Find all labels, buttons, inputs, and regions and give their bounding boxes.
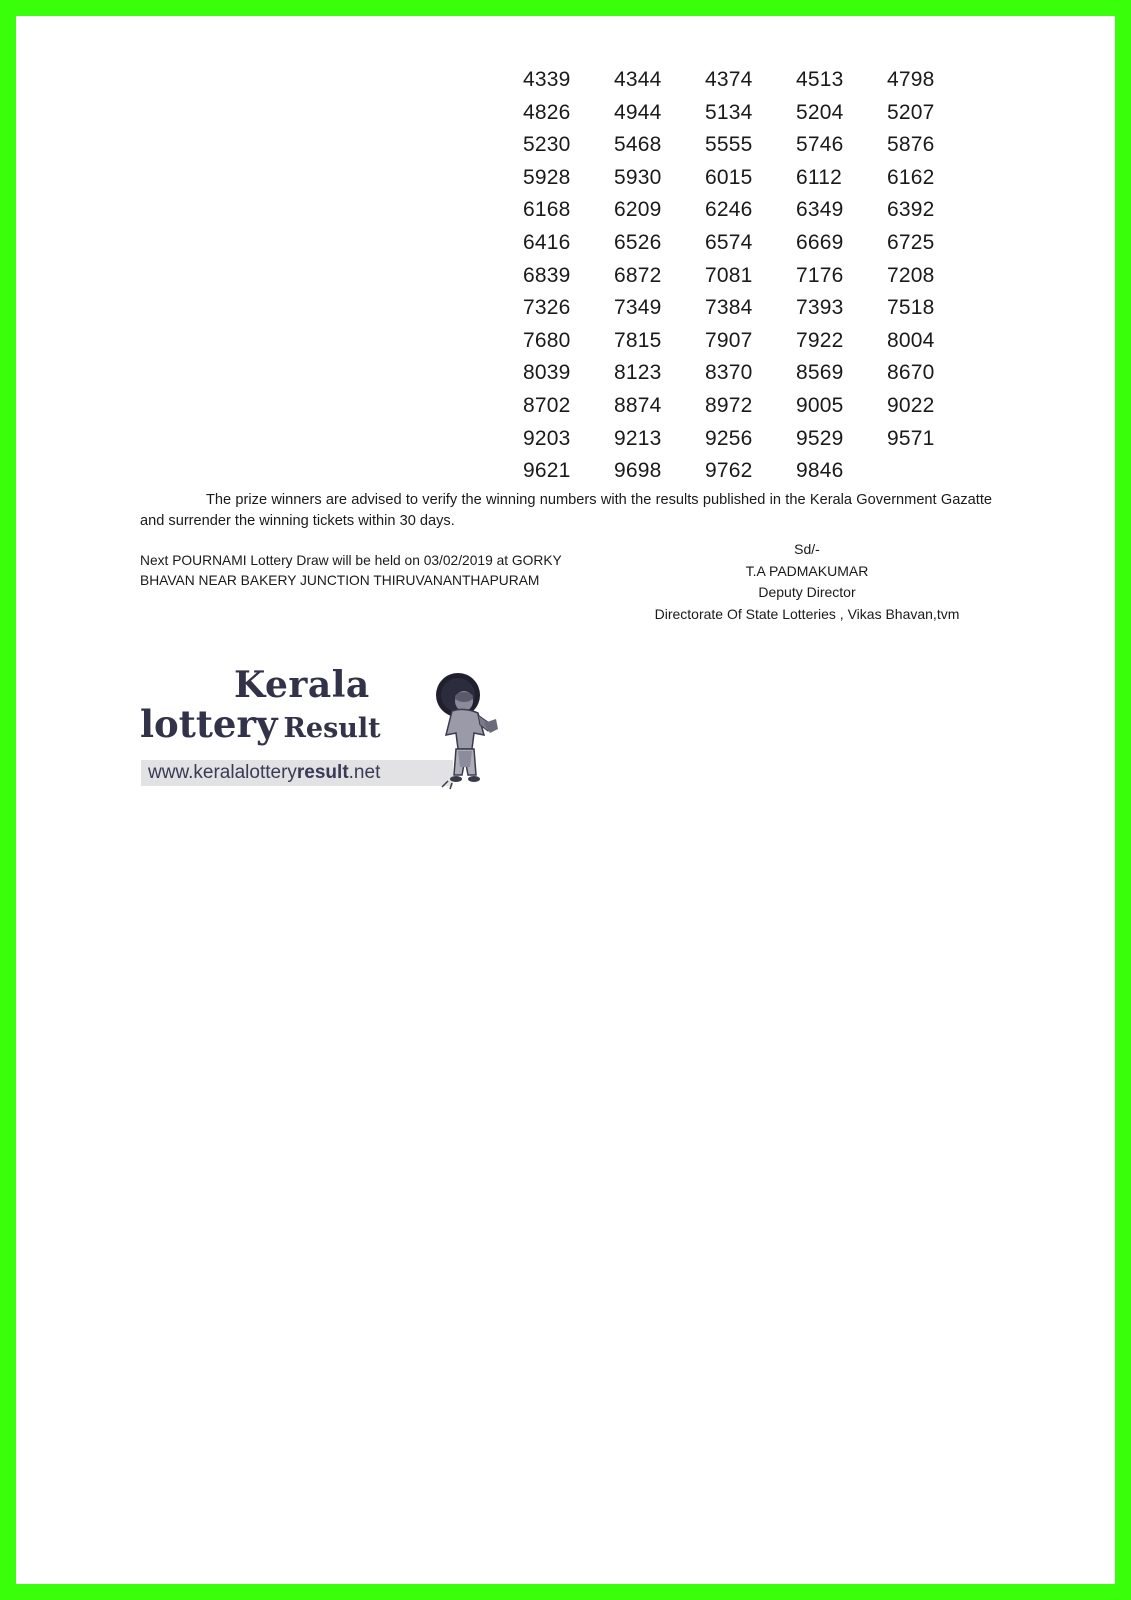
logo-url-suffix: .net <box>348 762 381 783</box>
logo-url <box>141 760 453 786</box>
winning-number: 6669 <box>796 230 844 254</box>
winning-number: 6839 <box>523 263 571 287</box>
winning-number: 4798 <box>887 68 935 91</box>
winning-number: 9213 <box>614 426 662 450</box>
winning-number: 9203 <box>523 426 571 450</box>
winning-number: 6015 <box>705 165 753 189</box>
mascot-icon <box>428 671 508 791</box>
winning-number: 5876 <box>887 133 935 157</box>
next-draw-line-2: BHAVAN NEAR BAKERY JUNCTION THIRUVANANTHAPURAM <box>140 573 540 588</box>
logo-url-prefix: www. <box>148 762 194 783</box>
winning-number: 6168 <box>523 198 571 222</box>
winning-number: 6349 <box>796 198 844 222</box>
winning-number: 6574 <box>705 230 753 254</box>
winning-number: 8670 <box>887 361 935 385</box>
winning-number: 7518 <box>887 296 935 320</box>
winning-number: 5746 <box>796 133 844 157</box>
winning-number: 8004 <box>887 328 935 352</box>
winning-number: 9698 <box>614 459 662 483</box>
winning-number: 6246 <box>705 198 753 222</box>
signatory-name: T.A PADMAKUMAR <box>745 562 869 579</box>
winning-number: 8702 <box>523 393 571 417</box>
winning-number: 9762 <box>705 459 753 483</box>
winning-number: 8972 <box>705 393 753 417</box>
winning-number: 9529 <box>796 426 844 450</box>
next-draw-info <box>140 551 610 591</box>
signature-block <box>622 539 992 625</box>
verification-notice: The prize winners are advised to verify the winning numbers with the results published in the Kerala Government Gazatte and surrender the winning tickets within 30 days. <box>140 492 992 529</box>
winning-number: 7349 <box>614 296 662 320</box>
logo-url-bold: result <box>296 762 349 783</box>
winning-number: 9571 <box>887 426 935 450</box>
winning-number: 7922 <box>796 328 844 352</box>
kerala-lottery-result-logo <box>138 665 508 790</box>
winning-number: 4944 <box>614 100 662 124</box>
winning-number: 6416 <box>523 230 571 254</box>
signatory-office: Directorate Of State Lotteries , Vikas Bhavan,tvm <box>654 605 960 622</box>
logo-lottery-text: lottery <box>140 702 278 746</box>
winning-number: 5930 <box>614 165 662 189</box>
winning-number: 6162 <box>887 165 935 189</box>
winning-number: 7680 <box>523 328 571 352</box>
logo-url-brand: keralalottery <box>193 762 297 783</box>
winning-number: 8039 <box>523 361 571 385</box>
next-draw-line-1: Next POURNAMI Lottery Draw will be held on 03/02/2019 at GORKY <box>140 553 562 568</box>
logo-lottery-line <box>140 703 381 750</box>
signature-sd: Sd/- <box>794 541 820 557</box>
winning-number: 7081 <box>705 263 753 287</box>
winning-number: 9005 <box>796 393 844 417</box>
winning-number: 4339 <box>523 68 571 91</box>
winning-number: 8569 <box>796 361 844 385</box>
winning-number: 5468 <box>614 133 662 157</box>
winning-number: 5230 <box>523 133 571 157</box>
winning-number: 5207 <box>887 100 935 124</box>
winning-number: 4513 <box>796 68 844 91</box>
winning-number: 7384 <box>705 296 753 320</box>
logo-kerala-text: Kerala <box>234 664 370 706</box>
winning-number: 4826 <box>523 100 571 124</box>
winning-number: 6209 <box>614 198 662 222</box>
winning-number: 6872 <box>614 263 662 287</box>
winning-number: 7326 <box>523 296 571 320</box>
winning-number: 5204 <box>796 100 844 124</box>
winning-number: 9621 <box>523 459 571 483</box>
winning-number: 8874 <box>614 393 662 417</box>
winning-number: 6112 <box>796 165 842 189</box>
winning-number: 7176 <box>796 263 844 287</box>
winning-number: 8123 <box>614 361 662 385</box>
winning-number: 5134 <box>705 100 753 124</box>
signatory-designation: Deputy Director <box>758 584 856 600</box>
logo-result-text: Result <box>283 713 381 744</box>
winning-number: 9846 <box>796 459 844 483</box>
winning-number: 4374 <box>705 68 753 91</box>
winning-number: 7815 <box>614 328 662 352</box>
winning-number: 7393 <box>796 296 844 320</box>
winning-number: 4344 <box>614 68 662 91</box>
winning-number: 6725 <box>887 230 935 254</box>
winning-number: 6392 <box>887 198 935 222</box>
winning-number: 9256 <box>705 426 753 450</box>
winning-number: 7208 <box>887 263 935 287</box>
winning-number: 6526 <box>614 230 662 254</box>
winning-number: 5555 <box>705 133 753 157</box>
winning-numbers-grid <box>523 64 978 488</box>
winning-number: 8370 <box>705 361 753 385</box>
winning-number: 9022 <box>887 393 935 417</box>
winning-number: 7907 <box>705 328 753 352</box>
winning-number: 5928 <box>523 165 571 189</box>
